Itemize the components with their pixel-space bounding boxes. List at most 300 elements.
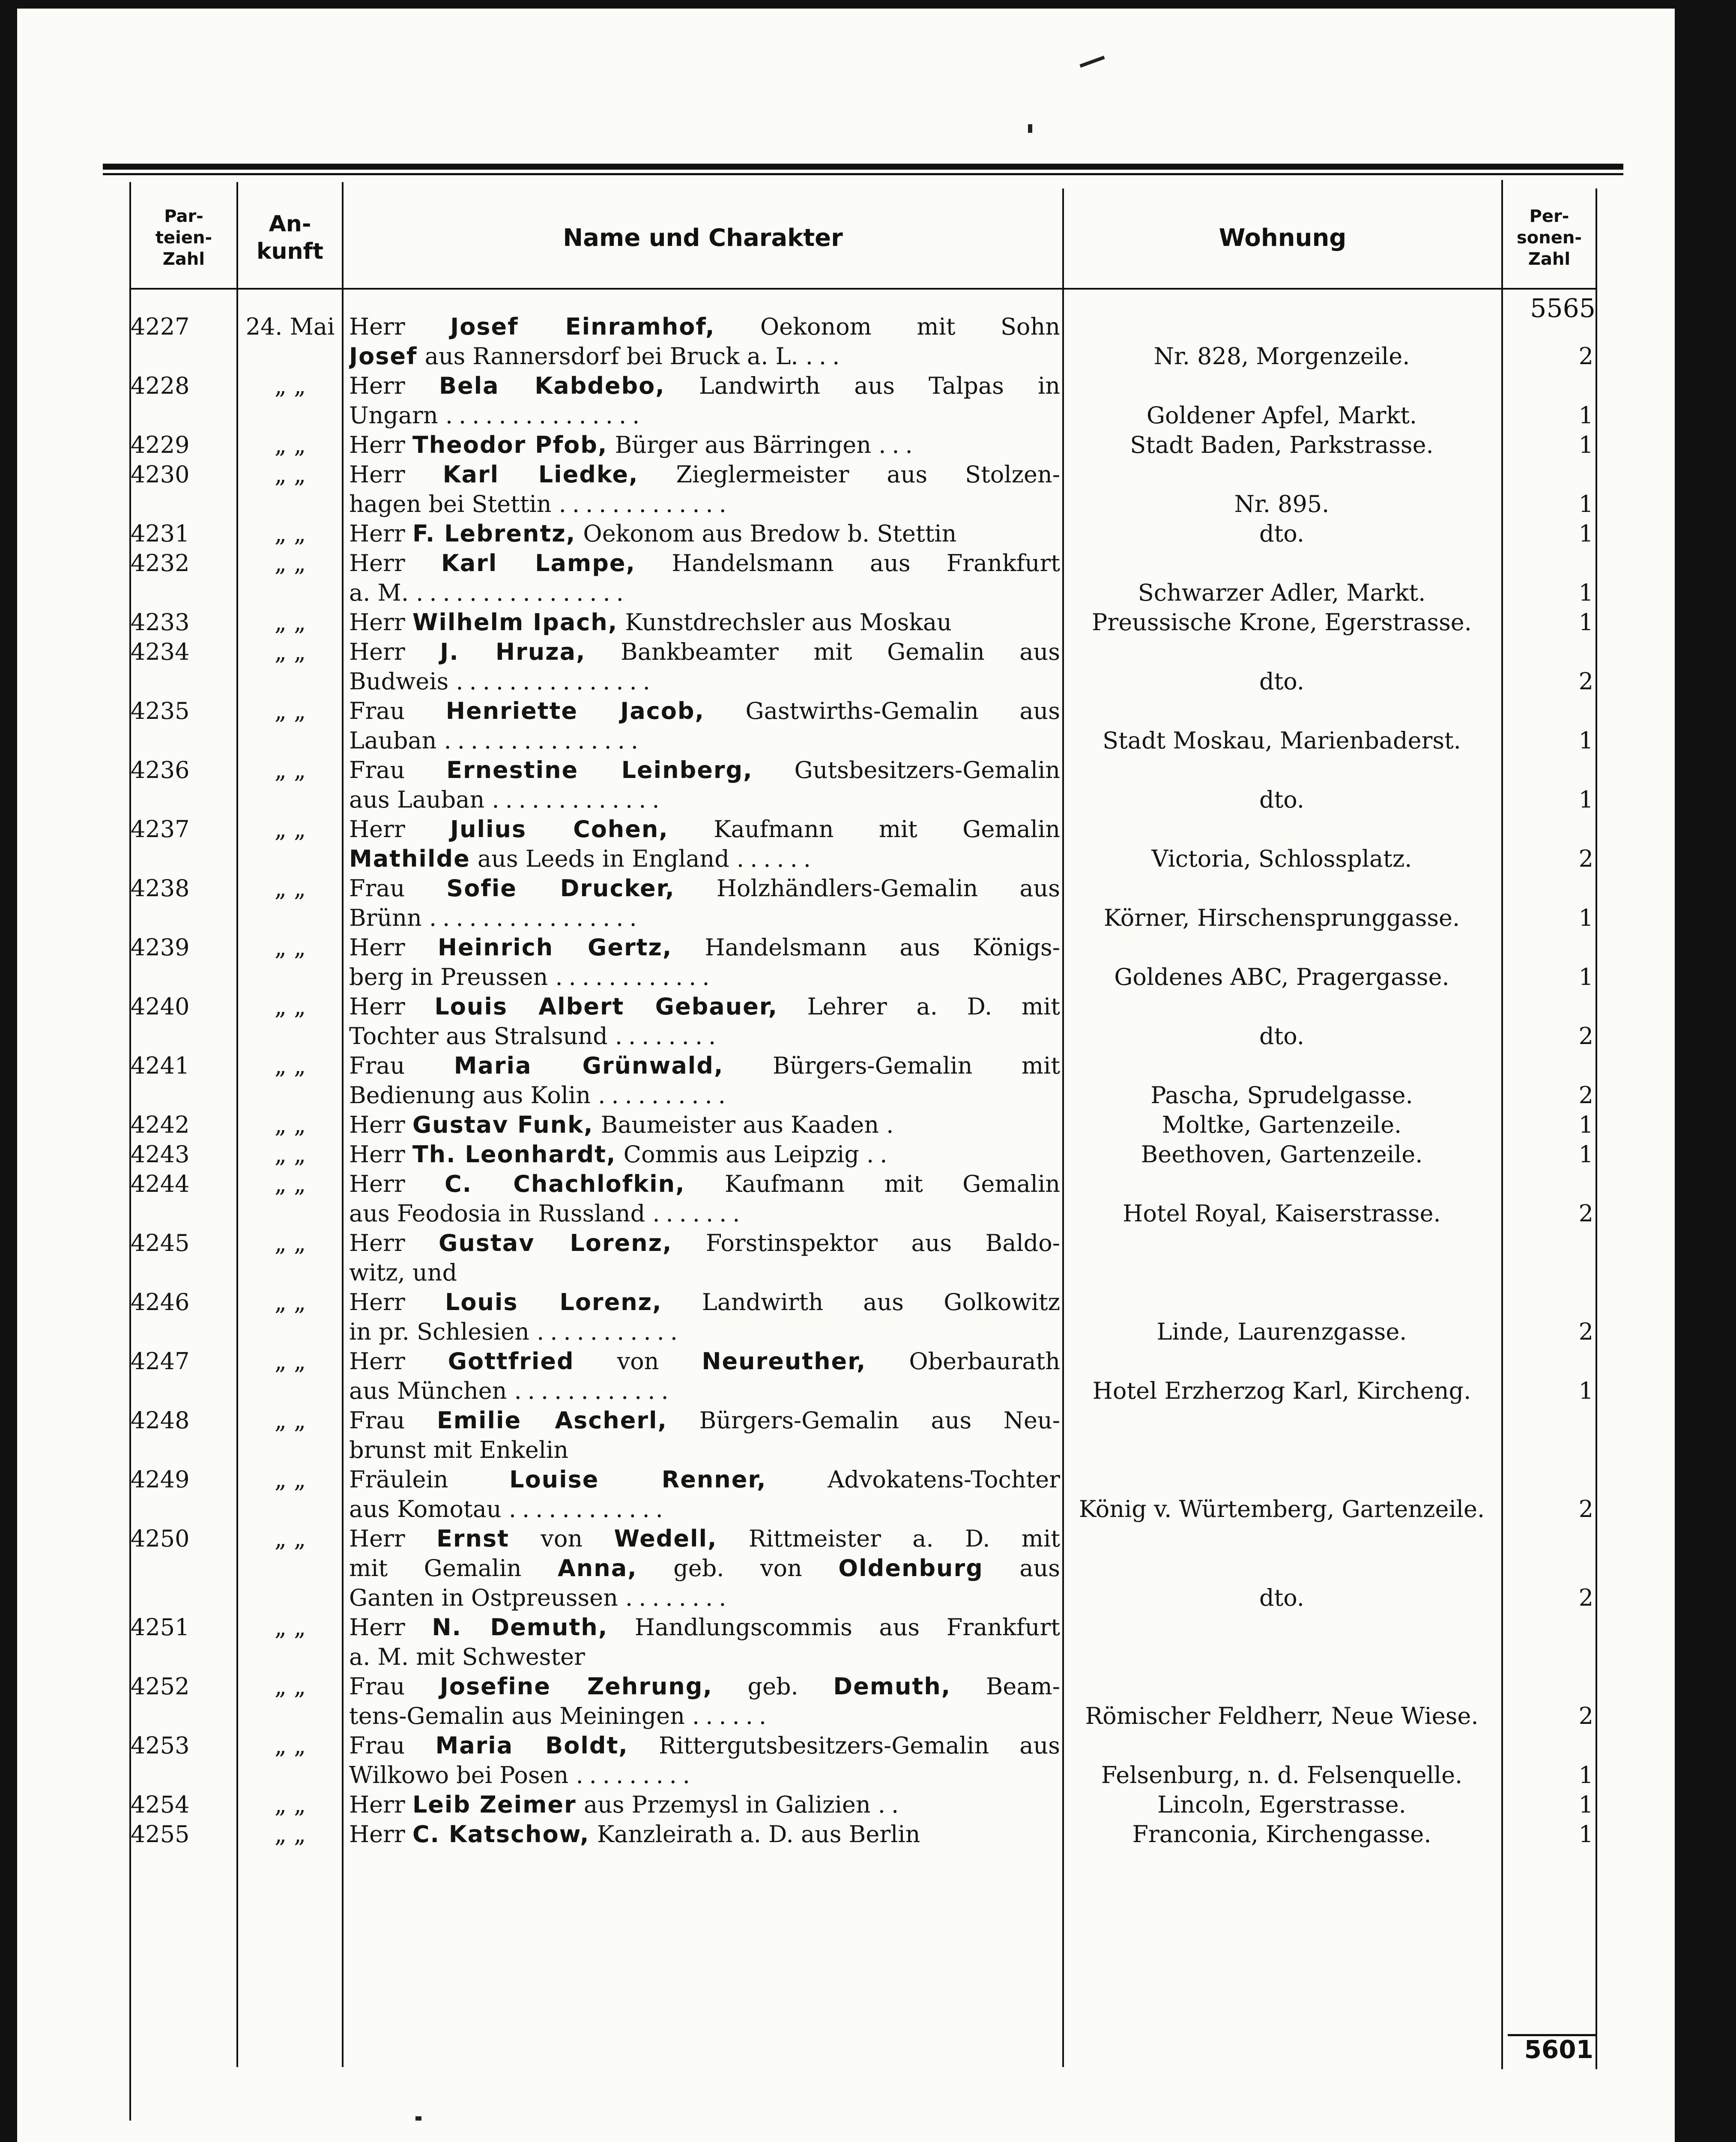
name-text: Herr	[349, 1791, 412, 1818]
name-text: a. M.	[349, 579, 416, 606]
name-text: in pr. Schlesien	[349, 1318, 537, 1345]
entry-number: 4235	[131, 697, 190, 724]
name-text: Bürger aus Bärringen	[607, 431, 879, 458]
guest-name: Sofie Drucker,	[446, 875, 675, 902]
arrival-date: „ „	[274, 520, 306, 547]
leader-dots: ...	[878, 431, 919, 458]
name-line	[349, 401, 1060, 431]
name-line	[349, 755, 1060, 785]
name-text: aus Komotau	[349, 1496, 509, 1523]
name-text: Herr	[349, 1170, 445, 1197]
name-text: Bürgers-Gemalin aus Neu-	[667, 1407, 1060, 1434]
guest-name: N. Demuth,	[432, 1614, 608, 1641]
name-text: Ganten in Ostpreussen	[349, 1584, 626, 1611]
arrival-date: 24. Mai	[245, 313, 335, 340]
arrival-date: „ „	[274, 1673, 306, 1700]
name-line	[349, 1612, 1060, 1642]
lodging-address: dto.	[1259, 1584, 1304, 1611]
arrival-date: „ „	[274, 1407, 306, 1434]
persons-count: 1	[1578, 963, 1593, 990]
name-line	[349, 1790, 1060, 1820]
entry-number: 4254	[131, 1791, 190, 1818]
register-rows	[17, 9, 1675, 2142]
leader-dots: ............	[555, 963, 716, 990]
guest-name: Gustav Funk,	[412, 1111, 594, 1138]
entry-number: 4228	[131, 372, 190, 399]
name-text: Handelsmann aus Königs-	[672, 934, 1060, 961]
name-line	[349, 992, 1060, 1022]
name-text: Frau	[349, 875, 447, 902]
entry-number: 4252	[131, 1673, 190, 1700]
lodging-address: Körner, Hirschensprunggasse.	[1103, 904, 1460, 931]
guest-name: Gottfried	[448, 1348, 574, 1375]
name-text: Bankbeamter mit Gemalin aus	[586, 638, 1060, 665]
persons-count: 1	[1578, 431, 1593, 458]
name-text: aus	[983, 1555, 1060, 1582]
name-text: Wilkowo bei Posen	[349, 1762, 576, 1789]
name-text: Herr	[349, 1141, 412, 1168]
name-text: Herr	[349, 313, 451, 340]
name-text: berg in Preussen	[349, 963, 556, 990]
persons-count: 1	[1578, 402, 1593, 429]
leader-dots: ...............	[456, 668, 656, 695]
guest-name: C. Chachlofkin,	[445, 1170, 685, 1197]
lodging-address: Stadt Moskau, Marienbaderst.	[1103, 727, 1461, 754]
lodging-address: Hotel Royal, Kaiserstrasse.	[1123, 1200, 1441, 1227]
persons-count: 1	[1578, 904, 1593, 931]
lodging-address: Römischer Feldherr, Neue Wiese.	[1085, 1702, 1479, 1729]
name-line	[349, 1110, 1060, 1140]
guest-name: Demuth,	[833, 1673, 951, 1700]
guest-name: Wilhelm Ipach,	[412, 609, 618, 636]
leader-dots: ........	[625, 1584, 732, 1611]
arrival-date: „ „	[274, 934, 306, 961]
lodging-address: Felsenburg, n. d. Felsenquelle.	[1101, 1762, 1463, 1789]
name-line	[349, 1169, 1060, 1199]
name-line	[349, 1435, 1060, 1465]
lodging-address: Schwarzer Adler, Markt.	[1138, 579, 1426, 606]
name-line	[349, 1731, 1060, 1761]
leader-dots: ......	[736, 845, 817, 872]
persons-count: 2	[1578, 1318, 1593, 1345]
name-text: Landwirth aus Golkowitz	[662, 1289, 1060, 1316]
name-line	[349, 312, 1060, 342]
guest-name: Heinrich Gertz,	[437, 934, 672, 961]
persons-count: 2	[1578, 845, 1593, 872]
arrival-date: „ „	[274, 816, 306, 843]
persons-count: 2	[1578, 1496, 1593, 1523]
name-line	[349, 1465, 1060, 1495]
guest-name: Mathilde	[349, 845, 470, 872]
header-ankunft: An- kunft	[256, 211, 324, 264]
guest-name: Henriette Jacob,	[445, 697, 705, 724]
arrival-date: „ „	[274, 697, 306, 724]
carried-forward-total: 5565	[1530, 293, 1596, 323]
guest-name: Maria Grünwald,	[454, 1052, 724, 1079]
persons-count: 2	[1578, 343, 1593, 370]
name-text: brunst mit Enkelin	[349, 1436, 569, 1463]
persons-count: 1	[1578, 491, 1593, 518]
entry-number: 4239	[131, 934, 190, 961]
arrival-date: „ „	[274, 1821, 306, 1848]
leader-dots: ........	[615, 1023, 722, 1050]
header-parteien-zahl: Par- teien- Zahl	[155, 206, 212, 269]
name-line	[349, 903, 1060, 933]
name-line	[349, 1287, 1060, 1317]
guest-name: Josefine Zehrung,	[439, 1673, 713, 1700]
name-text: Herr	[349, 934, 438, 961]
name-text: Holzhändlers-Gemalin aus	[675, 875, 1060, 902]
leader-dots: .............	[559, 491, 732, 518]
guest-name: Wedell,	[614, 1525, 717, 1552]
name-text: Herr	[349, 638, 440, 665]
guest-name: Josef	[349, 343, 418, 370]
name-line	[349, 519, 1060, 549]
name-text: Herr	[349, 1230, 439, 1256]
name-line	[349, 1376, 1060, 1406]
name-line	[349, 933, 1060, 963]
lodging-address: dto.	[1259, 786, 1304, 813]
persons-count: 2	[1578, 1023, 1593, 1050]
persons-count: 2	[1578, 1584, 1593, 1611]
name-line	[349, 1642, 1060, 1672]
name-text: Herr	[349, 461, 443, 488]
name-line	[349, 489, 1060, 519]
persons-count: 1	[1578, 1111, 1593, 1138]
arrival-date: „ „	[274, 1732, 306, 1759]
arrival-date: „ „	[274, 1170, 306, 1197]
persons-count: 1	[1578, 1377, 1593, 1404]
name-line	[349, 1494, 1060, 1524]
name-line	[349, 1051, 1060, 1081]
arrival-date: „ „	[274, 1348, 306, 1375]
leader-dots: ......	[692, 1702, 773, 1729]
name-line	[349, 667, 1060, 697]
name-line	[349, 1553, 1060, 1583]
name-text: Beam-	[951, 1673, 1060, 1700]
leader-dots: ................	[416, 579, 630, 606]
arrival-date: „ „	[274, 757, 306, 784]
entry-number: 4231	[131, 520, 190, 547]
name-line	[349, 1021, 1060, 1051]
guest-name: Louis Albert Gebauer,	[434, 993, 778, 1020]
name-text: aus München	[349, 1377, 514, 1404]
name-text: Baumeister aus Kaaden	[593, 1111, 887, 1138]
guest-name: Ernst	[436, 1525, 509, 1552]
arrival-date: „ „	[274, 1791, 306, 1818]
name-line	[349, 1406, 1060, 1436]
name-line	[349, 637, 1060, 667]
arrival-date: „ „	[274, 1111, 306, 1138]
arrival-date: „ „	[274, 1466, 306, 1493]
name-text: Herr	[349, 372, 439, 399]
name-text: geb. von	[637, 1555, 839, 1582]
guest-name: Karl Lampe,	[441, 550, 636, 577]
guest-name: Emilie Ascherl,	[436, 1407, 668, 1434]
name-line	[349, 607, 1060, 637]
leader-dots: ............	[508, 1496, 669, 1523]
name-text: Rittmeister a. D. mit	[717, 1525, 1060, 1552]
persons-count: 1	[1578, 727, 1593, 754]
ink-mark	[1028, 124, 1032, 133]
entry-number: 4240	[131, 993, 190, 1020]
name-line	[349, 1760, 1060, 1790]
lodging-address: Moltke, Gartenzeile.	[1162, 1111, 1402, 1138]
name-text: aus Rannersdorf bei Bruck a. L.	[417, 343, 806, 370]
name-text: Bürgers-Gemalin mit	[723, 1052, 1060, 1079]
persons-count: 1	[1578, 1762, 1593, 1789]
name-line	[349, 1199, 1060, 1229]
persons-count: 1	[1578, 1791, 1593, 1818]
name-text: Herr	[349, 1111, 412, 1138]
guest-name: Anna,	[558, 1555, 637, 1582]
name-text: Rittergutsbesitzers-Gemalin aus	[628, 1732, 1060, 1759]
entry-number: 4245	[131, 1230, 190, 1256]
guest-name: Josef Einramhof,	[450, 313, 715, 340]
entry-number: 4230	[131, 461, 190, 488]
name-text: Gastwirths-Gemalin aus	[705, 697, 1060, 724]
name-line	[349, 1701, 1060, 1731]
name-line	[349, 1672, 1060, 1702]
name-text: Kanzleirath a. D. aus Berlin	[589, 1821, 920, 1848]
leader-dots: .............	[492, 786, 666, 813]
lodging-address: Preussische Krone, Egerstrasse.	[1092, 609, 1472, 636]
entry-number: 4251	[131, 1614, 190, 1641]
leader-dots: ..	[867, 1141, 893, 1168]
guest-name: Theodor Pfob,	[412, 431, 608, 458]
guest-name: Gustav Lorenz,	[439, 1230, 672, 1256]
entry-number: 4243	[131, 1141, 190, 1168]
persons-count: 1	[1578, 1141, 1593, 1168]
name-text: Kaufmann mit Gemalin	[685, 1170, 1060, 1197]
name-text: Ungarn	[349, 402, 445, 429]
persons-count: 2	[1578, 1082, 1593, 1109]
guest-name: Louise Renner,	[509, 1466, 767, 1493]
guest-name: Oldenburg	[838, 1555, 983, 1582]
arrival-date: „ „	[274, 875, 306, 902]
name-text: mit Gemalin	[349, 1555, 558, 1582]
guest-name: J. Hruza,	[440, 638, 586, 665]
persons-count: 1	[1578, 1821, 1593, 1848]
name-text: Gutsbesitzers-Gemalin	[753, 757, 1060, 784]
name-text: Frau	[349, 757, 447, 784]
entry-number: 4233	[131, 609, 190, 636]
name-text: Herr	[349, 520, 412, 547]
arrival-date: „ „	[274, 1230, 306, 1256]
name-text: tens-Gemalin aus Meiningen	[349, 1702, 693, 1729]
lodging-address: Goldener Apfel, Markt.	[1146, 402, 1417, 429]
arrival-date: „ „	[274, 638, 306, 665]
name-line	[349, 371, 1060, 401]
entry-number: 4249	[131, 1466, 190, 1493]
name-text: Fräulein	[349, 1466, 510, 1493]
arrival-date: „ „	[274, 1614, 306, 1641]
lodging-address: Goldenes ABC, Pragergasse.	[1114, 963, 1449, 990]
name-text: Kunstdrechsler aus Moskau	[618, 609, 952, 636]
guest-name: Bela Kabdebo,	[439, 372, 665, 399]
name-line	[349, 962, 1060, 992]
leader-dots: .........	[576, 1762, 696, 1789]
entry-number: 4236	[131, 757, 190, 784]
leader-dots: ..........	[598, 1082, 732, 1109]
name-text: Tochter aus Stralsund	[349, 1023, 615, 1050]
entry-number: 4253	[131, 1732, 190, 1759]
guest-name: C. Katschow,	[412, 1821, 590, 1848]
header-personen-zahl: Per- sonen- Zahl	[1517, 206, 1582, 269]
name-line	[349, 785, 1060, 815]
name-text: Herr	[349, 550, 441, 577]
name-text: Lehrer a. D. mit	[777, 993, 1060, 1020]
arrival-date: „ „	[274, 431, 306, 458]
ink-mark	[415, 2116, 421, 2121]
entry-number: 4234	[131, 638, 190, 665]
entry-number: 4255	[131, 1821, 190, 1848]
name-text: Herr	[349, 1525, 437, 1552]
persons-count: 2	[1578, 1200, 1593, 1227]
name-text: Frau	[349, 697, 446, 724]
name-text: Budweis	[349, 668, 456, 695]
name-line	[349, 1346, 1060, 1376]
lodging-address: dto.	[1259, 668, 1304, 695]
entry-number: 4232	[131, 550, 190, 577]
entry-number: 4246	[131, 1289, 190, 1316]
name-text: Oekonom aus Bredow b. Stettin	[576, 520, 957, 547]
lodging-address: Stadt Baden, Parkstrasse.	[1130, 431, 1434, 458]
name-text: Lauban	[349, 727, 444, 754]
entry-number: 4248	[131, 1407, 190, 1434]
header-wohnung: Wohnung	[1219, 224, 1347, 252]
guest-name: Louis Lorenz,	[445, 1289, 662, 1316]
persons-count: 1	[1578, 520, 1593, 547]
entry-number: 4227	[131, 313, 190, 340]
name-line	[349, 1228, 1060, 1258]
lodging-address: Linde, Laurenzgasse.	[1156, 1318, 1407, 1345]
name-line	[349, 726, 1060, 756]
leader-dots: ..	[878, 1791, 905, 1818]
name-text: aus Przemysl in Galizien	[576, 1791, 878, 1818]
entry-number: 4244	[131, 1170, 190, 1197]
name-text: Herr	[349, 1821, 412, 1848]
entry-number: 4250	[131, 1525, 190, 1552]
name-line	[349, 696, 1060, 726]
arrival-date: „ „	[274, 609, 306, 636]
name-text: Herr	[349, 1289, 445, 1316]
name-text: hagen bei Stettin	[349, 491, 559, 518]
leader-dots: ...............	[445, 402, 646, 429]
name-text: Zieglermeister aus Stolzen-	[638, 461, 1060, 488]
name-text: Handelsmann aus Frankfurt	[636, 550, 1060, 577]
lodging-address: dto.	[1259, 1023, 1304, 1050]
leader-dots: .......	[652, 1200, 746, 1227]
leader-dots: ............	[514, 1377, 675, 1404]
name-line	[349, 1583, 1060, 1613]
name-text: von	[574, 1348, 702, 1375]
lodging-address: Beethoven, Gartenzeile.	[1141, 1141, 1423, 1168]
lodging-address: Pascha, Sprudelgasse.	[1150, 1082, 1413, 1109]
page-total: 5601	[1524, 2035, 1593, 2064]
name-text: Oberbaurath	[866, 1348, 1060, 1375]
guest-name: F. Lebrentz,	[412, 520, 576, 547]
entry-number: 4237	[131, 816, 190, 843]
lodging-address: Nr. 828, Morgenzeile.	[1153, 343, 1410, 370]
arrival-date: „ „	[274, 993, 306, 1020]
name-text: Herr	[349, 1348, 448, 1375]
persons-count: 2	[1578, 668, 1593, 695]
arrival-date: „ „	[274, 1052, 306, 1079]
leader-dots: ...........	[537, 1318, 684, 1345]
leader-dots: ...............	[444, 727, 645, 754]
name-text: Advokatens-Tochter	[766, 1466, 1060, 1493]
arrival-date: „ „	[274, 1525, 306, 1552]
name-text: von	[509, 1525, 614, 1552]
name-line	[349, 1524, 1060, 1554]
name-line	[349, 1140, 1060, 1170]
name-line	[349, 1819, 1060, 1849]
guest-name: Julius Cohen,	[450, 816, 669, 843]
name-text: Frau	[349, 1407, 437, 1434]
arrival-date: „ „	[274, 550, 306, 577]
name-text: aus Lauban	[349, 786, 492, 813]
name-line	[349, 460, 1060, 490]
persons-count: 2	[1578, 1702, 1593, 1729]
guest-name: Maria Boldt,	[435, 1732, 628, 1759]
lodging-address: Lincoln, Egerstrasse.	[1157, 1791, 1406, 1818]
name-text: Herr	[349, 431, 412, 458]
name-line	[349, 874, 1060, 903]
arrival-date: „ „	[274, 372, 306, 399]
name-text: Brünn	[349, 904, 429, 931]
name-line	[349, 1080, 1060, 1110]
guest-name: Karl Liedke,	[442, 461, 639, 488]
entry-number: 4247	[131, 1348, 190, 1375]
name-text: aus Feodosia in Russland	[349, 1200, 653, 1227]
lodging-address: Franconia, Kirchengasse.	[1132, 1821, 1431, 1848]
name-text: Forstinspektor aus Baldo-	[672, 1230, 1060, 1256]
name-text: Kaufmann mit Gemalin	[668, 816, 1060, 843]
name-text: geb.	[712, 1673, 834, 1700]
persons-count: 1	[1578, 579, 1593, 606]
lodging-address: dto.	[1259, 520, 1304, 547]
name-text: Herr	[349, 816, 450, 843]
guest-name: Leib Zeimer	[412, 1791, 577, 1818]
name-line	[349, 341, 1060, 371]
name-line	[349, 430, 1060, 460]
name-line	[349, 814, 1060, 844]
name-text: Herr	[349, 1614, 432, 1641]
lodging-address: König v. Würtemberg, Gartenzeile.	[1079, 1496, 1485, 1523]
name-text: Herr	[349, 609, 412, 636]
lodging-address: Nr. 895.	[1234, 491, 1330, 518]
leader-dots: ................	[429, 904, 643, 931]
entry-number: 4238	[131, 875, 190, 902]
name-text: Frau	[349, 1732, 436, 1759]
entry-number: 4229	[131, 431, 190, 458]
arrival-date: „ „	[274, 1289, 306, 1316]
name-text: Bedienung aus Kolin	[349, 1082, 598, 1109]
name-text: a. M. mit Schwester	[349, 1643, 585, 1670]
name-line	[349, 548, 1060, 578]
name-text: Oekonom mit Sohn	[715, 313, 1060, 340]
persons-count: 1	[1578, 786, 1593, 813]
lodging-address: Hotel Erzherzog Karl, Kircheng.	[1092, 1377, 1471, 1404]
name-text: Handlungscommis aus Frankfurt	[608, 1614, 1060, 1641]
name-line	[349, 844, 1060, 874]
name-line	[349, 1317, 1060, 1347]
document-page	[17, 9, 1675, 2142]
arrival-date: „ „	[274, 1141, 306, 1168]
guest-name: Ernestine Leinberg,	[446, 757, 753, 784]
persons-count: 1	[1578, 609, 1593, 636]
